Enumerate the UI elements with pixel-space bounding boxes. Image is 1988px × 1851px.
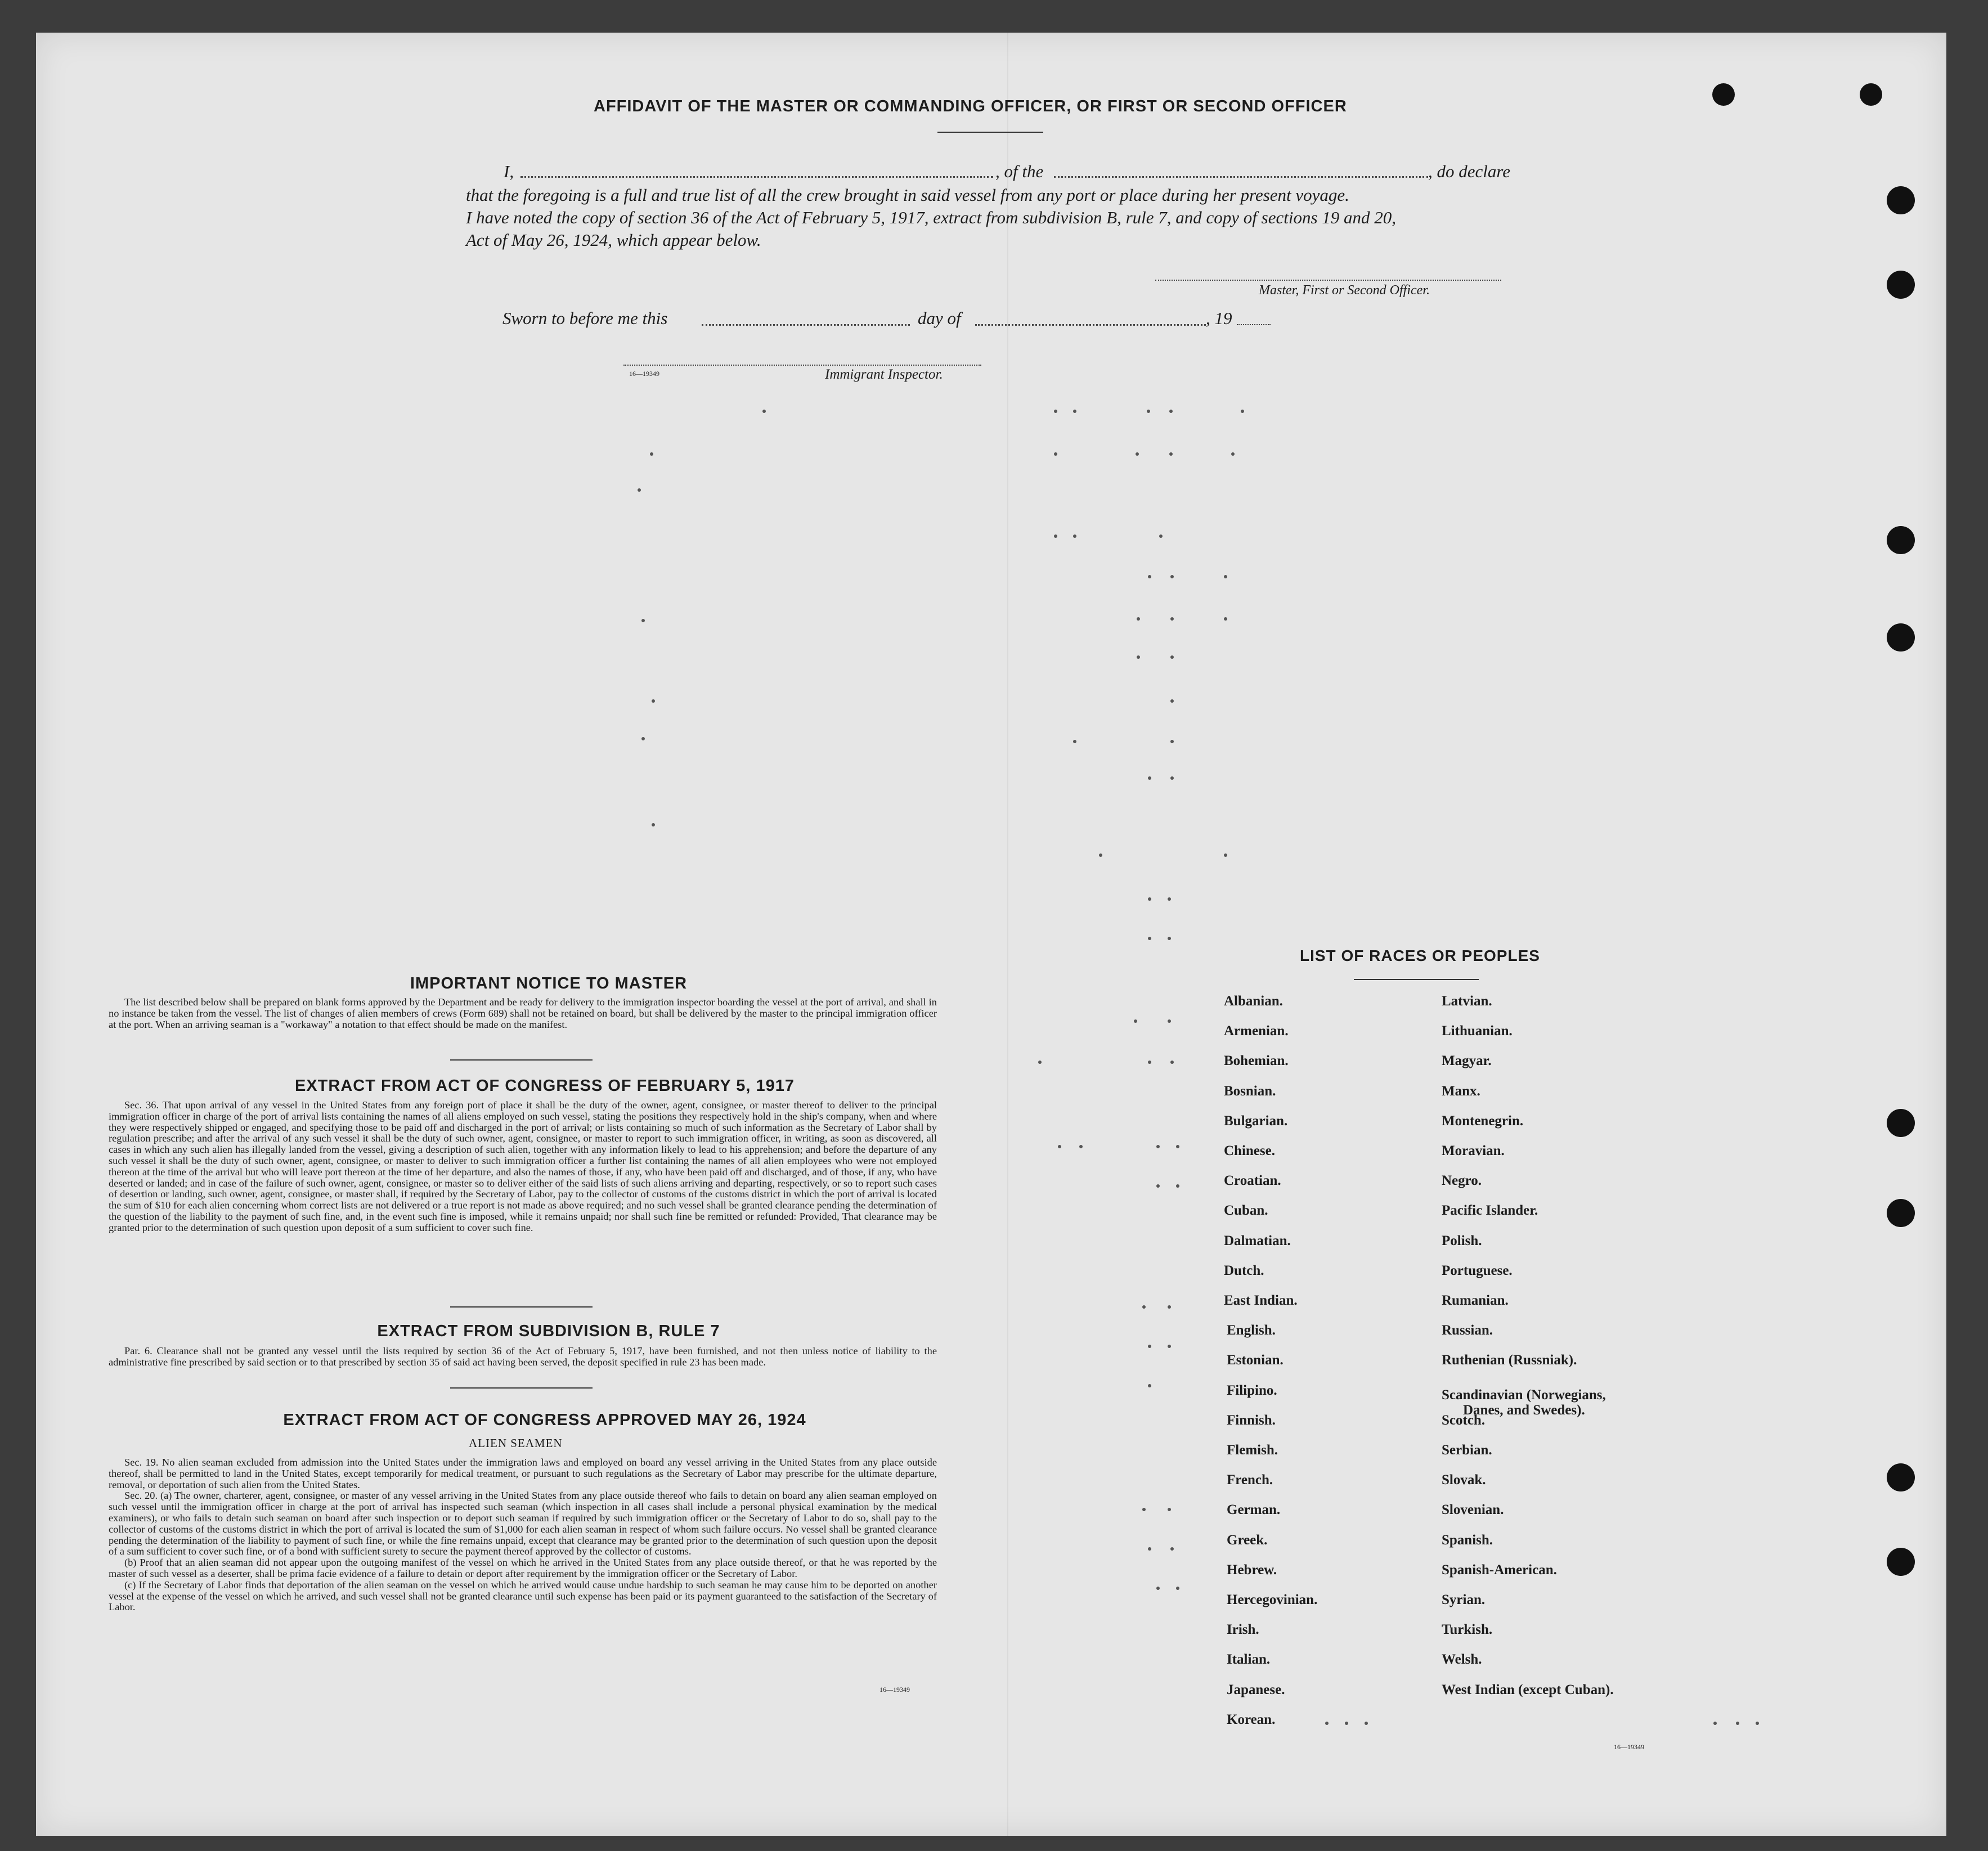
inspector-signature-field[interactable] bbox=[623, 365, 981, 366]
punch-hole bbox=[1887, 1109, 1915, 1137]
affidavit-i: I, bbox=[504, 161, 514, 181]
race-item: Welsh. bbox=[1442, 1652, 1482, 1668]
race-item: Latvian. bbox=[1442, 994, 1492, 1009]
master-name-field[interactable] bbox=[520, 176, 993, 178]
race-item: Pacific Islander. bbox=[1442, 1203, 1538, 1219]
notice-title: IMPORTANT NOTICE TO MASTER bbox=[410, 974, 688, 992]
extract-1917-block bbox=[109, 1100, 937, 1234]
extract-1924-sec20c: (c) If the Secretary of Labor finds that deportation of the alien seaman on the vessel on which he arrived would cause undue hardship to such seaman he may cause him to be deported on another vessel at the expense of the vessel on which he arrived, and such vessel shall not be granted clearance until such expense has been paid or its payment guaranteed to the satisfaction of the Secretary of Labor. bbox=[109, 1579, 937, 1613]
punch-hole bbox=[1887, 1548, 1915, 1576]
race-item: Scotch. bbox=[1442, 1412, 1486, 1428]
race-item: Moravian. bbox=[1442, 1143, 1505, 1158]
punch-hole bbox=[1887, 526, 1915, 554]
master-signature-field[interactable] bbox=[1155, 280, 1501, 281]
race-item: Lithuanian. bbox=[1442, 1023, 1513, 1039]
sworn-year: , 19 bbox=[1206, 308, 1232, 328]
race-item: Italian. bbox=[1227, 1652, 1271, 1668]
race-item: Hebrew. bbox=[1227, 1562, 1277, 1578]
race-item: Chinese. bbox=[1224, 1143, 1275, 1158]
extract-1917-body: Sec. 36. That upon arrival of any vessel in the United States from any foreign port of place it shall be the duty of the owner, agent, consignee, or master thereof to deliver to the principal immigration officer in charge of the port of arrival lists containing the names of all aliens employed on such vessel, stating the positions they respectively hold in the ship's company, when and where they were respectively shipped or engaged, and specifying those to be paid off and discharged in the port of arrival; or lists containing so much of such information as the Secretary of Labor shall by regulation prescribe; and after the arrival of any such vessel it shall be the duty of such owner, agent, consignee, or master to report to such immigration officer, in writing, as soon as discovered, all cases in which any such alien has illegally landed from the vessel, giving a description of such alien, together with any information likely to lead to his apprehension; and before the departure of any such vessel it shall be the duty of such owner, agent, consignee, or master to deliver to such immigration officer a further list containing the names of all alien employees who were not employed thereon at the time of the arrival but who will leave port thereon at the time of her departure, and also the names of those, if any, who have been paid off and discharged, and of those, if any, who have deserted or landed; and in case of the failure of such owner, agent, consignee, or master so to deliver either of the said lists of such aliens arriving and departing, respectively, or so to report such cases of desertion or landing, such owner, agent, consignee, or master shall, if required by the Secretary of Labor, pay to the collector of customs of the customs district in which the port of arrival is located the sum of $10 for each alien concerning whom correct lists are not delivered or a true report is not made as above required; and no such vessel shall be granted clearance pending the determination of the question of the liability to the payment of such fine, and, in the event such fine is imposed, while it remains unpaid; nor shall such fine be remitted or refunded: Provided, That clearance may be granted prior to the determination of such question upon deposit of a sum sufficient to cover such fine. bbox=[109, 1099, 937, 1233]
sworn-day-of: day of bbox=[918, 308, 961, 328]
race-item: Filipino. bbox=[1227, 1382, 1277, 1398]
punch-hole bbox=[1860, 83, 1882, 106]
races-title-underline bbox=[1354, 979, 1479, 980]
race-item: German. bbox=[1227, 1502, 1281, 1518]
extract-rule7-body: Par. 6. Clearance shall not be granted any vessel until the lists required by section 36 of the Act of February 5, 1917, have been furnished, and not then unless notice of liability to the administrative fine prescribed by said section or to that prescribed by section 35 of said act having been served, the deposit specified in rule 23 has been made. bbox=[109, 1345, 937, 1368]
race-item: Albanian. bbox=[1224, 994, 1283, 1009]
race-item: Spanish. bbox=[1442, 1532, 1493, 1548]
race-item: Japanese. bbox=[1227, 1682, 1285, 1697]
sworn-prefix: Sworn to before me this bbox=[502, 308, 668, 328]
section-divider bbox=[450, 1059, 593, 1061]
master-signature-label: Master, First or Second Officer. bbox=[1259, 283, 1430, 298]
vessel-name-field[interactable] bbox=[1054, 176, 1428, 178]
race-item: Korean. bbox=[1227, 1711, 1276, 1727]
extract-rule7-block bbox=[109, 1346, 937, 1368]
race-item: French. bbox=[1227, 1472, 1273, 1488]
race-item: Greek. bbox=[1227, 1532, 1268, 1548]
punch-hole bbox=[1712, 83, 1735, 106]
race-item: Rumanian. bbox=[1442, 1293, 1509, 1308]
race-item: Serbian. bbox=[1442, 1443, 1492, 1458]
affidavit-title: AFFIDAVIT OF THE MASTER OR COMMANDING OFFICER, OR FIRST OR SECOND OFFICER bbox=[594, 97, 1347, 115]
race-item: Scandinavian (Norwegians, bbox=[1442, 1387, 1606, 1403]
affidavit-declare: , do declare bbox=[1428, 161, 1511, 181]
extract-1924-sec20b: (b) Proof that an alien seaman did not appear upon the outgoing manifest of the vessel on which he arrived in the United States from any place outside thereof, or that he was reported by the master of such vessel as a deserter, shall be prima facie evidence of a failure to detain or deport after requirement by the immigration officer or the Secretary of Labor. bbox=[109, 1557, 937, 1579]
section-divider bbox=[450, 1306, 593, 1308]
affidavit-of-the: , of the bbox=[995, 161, 1044, 181]
notice-body-block bbox=[109, 997, 937, 1030]
race-item: Syrian. bbox=[1442, 1592, 1486, 1607]
race-item: Bosnian. bbox=[1224, 1083, 1276, 1099]
sworn-day-field[interactable] bbox=[702, 324, 910, 326]
section-divider bbox=[450, 1387, 593, 1389]
races-form-number: 16—19349 bbox=[1614, 1743, 1644, 1751]
punch-hole bbox=[1887, 186, 1915, 214]
race-item: Irish. bbox=[1227, 1622, 1259, 1638]
race-item: Dalmatian. bbox=[1224, 1233, 1291, 1248]
race-item: Danes, and Swedes). bbox=[1463, 1402, 1585, 1418]
races-title: LIST OF RACES OR PEOPLES bbox=[1300, 947, 1540, 964]
race-item: Croatian. bbox=[1224, 1173, 1281, 1189]
race-item: Slovenian. bbox=[1442, 1502, 1504, 1518]
extract-1924-block bbox=[109, 1457, 937, 1613]
affidavit-line4: Act of May 26, 1924, which appear below. bbox=[466, 230, 761, 250]
race-item: Ruthenian (Russniak). bbox=[1442, 1353, 1577, 1368]
extract-1924-sec19: Sec. 19. No alien seaman excluded from admission into the United States under the immigration laws and employed on board any vessel arriving in the United States from any place outside thereof, shall be permitted to land in the United States, except temporarily for medical treatment, or pursuant to such regulations as the Secretary of Labor may prescribe for the ultimate departure, removal, or deportation of such alien from the United States. bbox=[109, 1457, 937, 1490]
race-item: Spanish-American. bbox=[1442, 1562, 1557, 1578]
affidavit-line2: that the foregoing is a full and true list of all the crew brought in said vessel from any port or place during her present voyage. bbox=[466, 185, 1349, 205]
race-item: Montenegrin. bbox=[1442, 1113, 1524, 1129]
race-item: Finnish. bbox=[1227, 1412, 1276, 1428]
race-item: Portuguese. bbox=[1442, 1263, 1513, 1278]
extract-1924-subtitle: ALIEN SEAMEN bbox=[469, 1436, 563, 1450]
race-item: Dutch. bbox=[1224, 1263, 1264, 1278]
sworn-year-field[interactable] bbox=[1237, 324, 1271, 325]
notice-body: The list described below shall be prepared on blank forms approved by the Department and be ready for delivery to the immigration inspector boarding the vessel at the port of arrival, and shall in no instance be taken from the vessel. The list of changes of alien members of crews (Form 689) shall not be retained on board, but shall be delivered by the master to the principal immigration officer at the port. When an arriving seaman is a "workaway" a notation to that effect should be made on the manifest. bbox=[109, 996, 937, 1030]
race-item: Armenian. bbox=[1224, 1023, 1289, 1039]
race-item: Turkish. bbox=[1442, 1622, 1493, 1638]
race-item: Hercegovinian. bbox=[1227, 1592, 1318, 1607]
extract-1924-sec20a: Sec. 20. (a) The owner, charterer, agent, consignee, or master of any vessel arriving in the United States from any place outside thereof who fails to detain on board any alien seaman employed on such vessel until the immigration officer in charge at the port of arrival has inspected such seaman (which inspection in all cases shall include a personal physical examination by the medical examiners), or who fails to detain such seaman on board after such inspection or to deport such seaman if required by such immigration officer or the Secretary of Labor to do so, shall pay to the collector of customs of the customs district in which the port of arrival is located the sum of $1,000 for each alien seaman in respect of whom such failure occurs. No vessel shall be granted clearance pending the determination of the liability to payment of such fine, or while the fine remains unpaid, except that clearance may be granted prior to the determination of such question upon the deposit of a sum sufficient to cover such fine, or of a bond with sufficient surety to secure the payment thereof approved by the collector of customs. bbox=[109, 1490, 937, 1557]
punch-hole bbox=[1887, 1463, 1915, 1491]
race-item: West Indian (except Cuban). bbox=[1442, 1682, 1614, 1697]
race-item: East Indian. bbox=[1224, 1293, 1298, 1308]
race-item: Bohemian. bbox=[1224, 1053, 1289, 1069]
extract-1917-title: EXTRACT FROM ACT OF CONGRESS OF FEBRUARY 5, 1917 bbox=[294, 1077, 795, 1095]
race-item: Negro. bbox=[1442, 1173, 1482, 1189]
affidavit-form-number: 16—19349 bbox=[629, 370, 659, 378]
race-item: English. bbox=[1227, 1323, 1276, 1338]
punch-hole bbox=[1887, 1199, 1915, 1227]
inspector-label: Immigrant Inspector. bbox=[825, 367, 943, 382]
page-fold bbox=[1007, 33, 1008, 1836]
extract-1924-title: EXTRACT FROM ACT OF CONGRESS APPROVED MAY 26, 1924 bbox=[283, 1411, 806, 1429]
race-item: Magyar. bbox=[1442, 1053, 1492, 1069]
affidavit-line3: I have noted the copy of section 36 of the Act of February 5, 1917, extract from subdivision B, rule 7, and copy of sections 19 and 20, bbox=[466, 208, 1397, 227]
title-underline bbox=[937, 132, 1043, 133]
race-item: Cuban. bbox=[1224, 1203, 1268, 1219]
race-item: Slovak. bbox=[1442, 1472, 1486, 1488]
race-item: Polish. bbox=[1442, 1233, 1482, 1248]
race-item: Flemish. bbox=[1227, 1443, 1278, 1458]
race-item: Bulgarian. bbox=[1224, 1113, 1288, 1129]
punch-hole bbox=[1887, 271, 1915, 299]
extract-form-number: 16—19349 bbox=[879, 1686, 910, 1693]
race-item: Russian. bbox=[1442, 1323, 1493, 1338]
race-item: Manx. bbox=[1442, 1083, 1480, 1099]
extract-rule7-title: EXTRACT FROM SUBDIVISION B, RULE 7 bbox=[377, 1322, 720, 1340]
punch-hole bbox=[1887, 623, 1915, 652]
sworn-month-field[interactable] bbox=[975, 324, 1206, 326]
race-item: Estonian. bbox=[1227, 1353, 1284, 1368]
